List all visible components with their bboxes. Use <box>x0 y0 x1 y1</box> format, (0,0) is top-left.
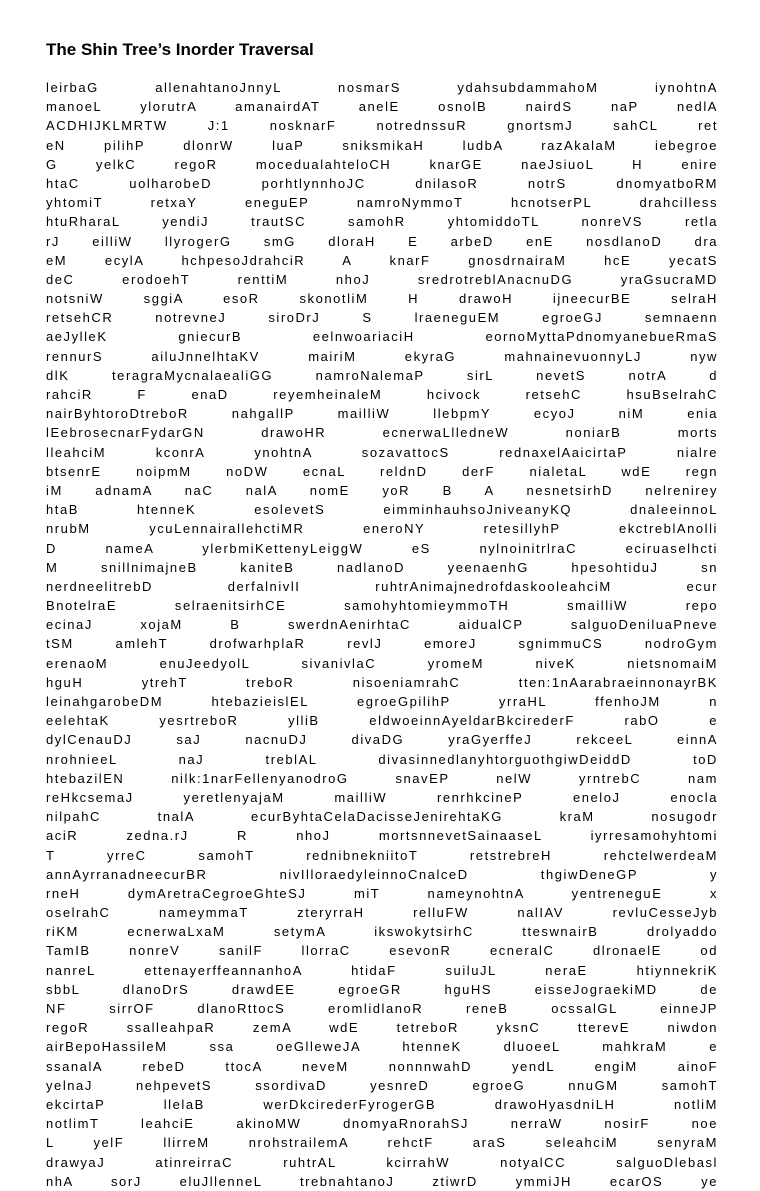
text-line: rJ eilliW llyrogerG smG dloraH E arbeD enE nosdlanoD dra <box>46 233 718 249</box>
text-line: leirbaG allenahtanoJnnyL nosmarS ydahsubdammahoM iynohtnA <box>46 80 718 95</box>
text-line: rahciR F enaD reyemheinaleM hcivock retsehC hsuBselrahC <box>46 387 718 402</box>
text-line: T yrreC samohT rednibnekniitoT retstrebreH rehctelwerdeaM <box>46 847 718 863</box>
text-line: nrohnieeL naJ treblAL divasinnedlanyhtorguothgiwDeiddD toD <box>46 751 718 767</box>
text-line: G yelkC regoR mocedualahteloCH knarGE naeJsiuoL H enire <box>46 156 718 172</box>
text-line: ecinaJ xojaM B swerdnAenirhtaC aidualCP salguoDeniluaPneve <box>46 617 718 633</box>
text-line: eM ecylA hchpesoJdrahciR A knarF gnosdrnairaM hcE yecatS <box>46 252 718 268</box>
text-line: NF sirrOF dlanoRttocS eromlidlanoR reneB ocssalGL einneJP <box>46 1001 718 1016</box>
text-line: ssanalA rebeD ttocA neveM nonnnwahD yendL engiM ainoF <box>46 1058 718 1074</box>
text-line: nairByhtoroDtreboR nahgallP mailliW llebpmY ecyoJ niM enia <box>46 406 718 422</box>
text-line: htuRharaL yendiJ trautSC samohR yhtomiddoTL nonreVS retla <box>46 214 718 230</box>
text-line: yhtomiT retxaY eneguEP namroNymmoT hcnotserPL drahcilless <box>46 195 718 211</box>
text-line: btsenrE noipmM noDW ecnaL reldnD derF nialetaL wdE regn <box>46 463 718 479</box>
text-line: ekcirtaP llelaB werDkcirederFyrogerGB drawoHyasdniLH notliM <box>46 1096 718 1112</box>
text-line: aeJylleK gniecurB eelnwoariaciH eornoMyttaPdnomyanebueRmaS <box>46 329 718 345</box>
text-line: leinahgarobeDM htebazieislEL egroeGpilihP yrraHL ffenhoJM n <box>46 694 718 709</box>
text-line: rennurS ailuJnnelhtaKV mairiM ekyraG mahnainevuonnyLJ nyw <box>46 348 718 364</box>
text-line: eN pilihP dlonrW luaP sniksmikaH ludbA razAkalaM iebegroe <box>46 137 718 153</box>
text-line: lleahciM kconrA ynohtnA sozavattocS rednaxelAaicirtaP nialre <box>46 444 718 460</box>
text-line: airBepoHassileM ssa oeGlleweJA htenneK dluoeeL mahkraM e <box>46 1039 718 1055</box>
text-line: nhA sorJ eluJllenneL trebnahtanoJ ztiwrD ymmiJH ecarOS ye <box>46 1173 718 1189</box>
text-line: M snillnimajneB kaniteB nadlanoD yeenaenhG hpesohtiduJ sn <box>46 559 718 575</box>
text-line: nerdneelitrebD derfalnivlI ruhtrAnimajnedrofdaskooleahciM ecur <box>46 578 718 594</box>
text-line: sbbL dlanoDrS drawdEE egroeGR hguHS eisseJograekiMD de <box>46 981 718 997</box>
text-line: nilpahC tnalA ecurByhtaCelaDacisseJenirehtaKG kraM nosugodr <box>46 809 718 825</box>
text-line: D nameA ylerbmiKettenyLeiggW eS nylnoinitrlraC eciruaselhcti <box>46 540 718 556</box>
text-line: regoR ssalleahpaR zemA wdE tetreboR yksnC tterevE niwdon <box>46 1020 718 1036</box>
text-line: lEebrosecnarFydarGN drawoHR ecnerwaLlledneW noniarB morts <box>46 425 718 441</box>
text-line: yelnaJ nehpevetS ssordivaD yesnreD egroeG nnuGM samohT <box>46 1077 718 1093</box>
text-line: aciR zedna.rJ R nhoJ mortsnnevetSainaaseL iyrresamohyhtomi <box>46 828 718 844</box>
document-title: The Shin Tree’s Inorder Traversal <box>46 40 314 59</box>
text-line: nanreL ettenayerffeannanhoA htidaF suiluJL neraE htiynnekriK <box>46 962 718 978</box>
text-line: riKM ecnerwaLxaM setymA ikswokytsirhC tteswnairB drolyaddo <box>46 924 718 940</box>
text-line: deC erodoehT renttiM nhoJ sredrotreblAnacnuDG yraGsucraMD <box>46 271 718 287</box>
text-line: BnotelraE selraenitsirhCE samohyhtomieymmoTH smailliW repo <box>46 598 718 614</box>
text-line: manoeL ylorutrA amanairdAT anelE osnolB nairdS naP nedlA <box>46 99 718 115</box>
text-line: htaB htenneK esolevetS eimminhauhsoJniveanyKQ dnaleeinnoL <box>46 502 718 518</box>
text-line: oselrahC nameymmaT zteryrraH relluFW nalIAV revluCesseJyb <box>46 905 718 921</box>
text-line: annAyrranadneecurBR nivIlloraedyleinnoCnalceD thgiwDeneGP y <box>46 866 718 882</box>
text-line: eelehtaK yesrtreboR ylliB eldwoeinnAyeldarBkcirederF rabO e <box>46 713 718 729</box>
text-line: retsehCR notrevneJ siroDrJ S lraeneguEM egroeGJ semnaenn <box>46 310 718 326</box>
text-line: drawyaJ atinreirraC ruhtrAL kcirrahW notyalCC salguoDlebasl <box>46 1154 718 1170</box>
text-line: rneH dymAretraCegroeGhteSJ miT nameynohtnA yentreneguE x <box>46 885 718 901</box>
text-line: erenaoM enuJeedyolL sivanivlaC yromeM niveK nietsnomaiM <box>46 655 718 671</box>
text-line: tSM amlehT drofwarhplaR revlJ emoreJ sgnimmuCS nodroGym <box>46 636 718 652</box>
text-line: notlimT leahciE akinoMW dnomyaRnorahSJ nerraW nosirF noe <box>46 1116 718 1132</box>
text-line: TamIB nonreV sanilF llorraC esevonR ecneralC dlronaelE od <box>46 943 718 959</box>
document-body <box>46 78 718 1191</box>
text-line: notsniW sggiA esoR skonotliM H drawoH ijneecurBE selraH <box>46 291 718 307</box>
text-line: iM adnamA naC nalA nomE yoR B A nesnetsirhD nelrenirey <box>46 482 718 498</box>
text-line: dylCenauDJ saJ nacnuDJ divaDG yraGyerffeJ rekceeL einnA <box>46 732 718 748</box>
text-line: nrubM ycuLennairallehctiMR eneroNY retesillyhP ekctreblAnolli <box>46 521 718 537</box>
text-line: reHkcsemaJ yeretlenyajaM mailliW renrhkcineP eneloJ enocla <box>46 789 718 805</box>
text-line: ACDHIJKLMRTW J:1 nosknarF notrednssuR gnortsmJ sahCL ret <box>46 118 718 134</box>
text-line: L yelF llirreM nrohstrailemA rehctF araS seleahciM senyraM <box>46 1135 718 1151</box>
text-line: hguH ytrehT treboR nisoeniamrahC tten:1nAarabraeinnonayrBK <box>46 674 718 690</box>
text-line: htaC uolharobeD porhtlynnhoJC dnilasoR notrS dnomyatboRM <box>46 175 718 191</box>
text-line: dlK teragraMycnalaealiGG namroNalemaP sirL nevetS notrA d <box>46 367 718 383</box>
text-line: htebazilEN nilk:1narFellenyanodroG snavEP nelW yrntrebC nam <box>46 770 718 786</box>
